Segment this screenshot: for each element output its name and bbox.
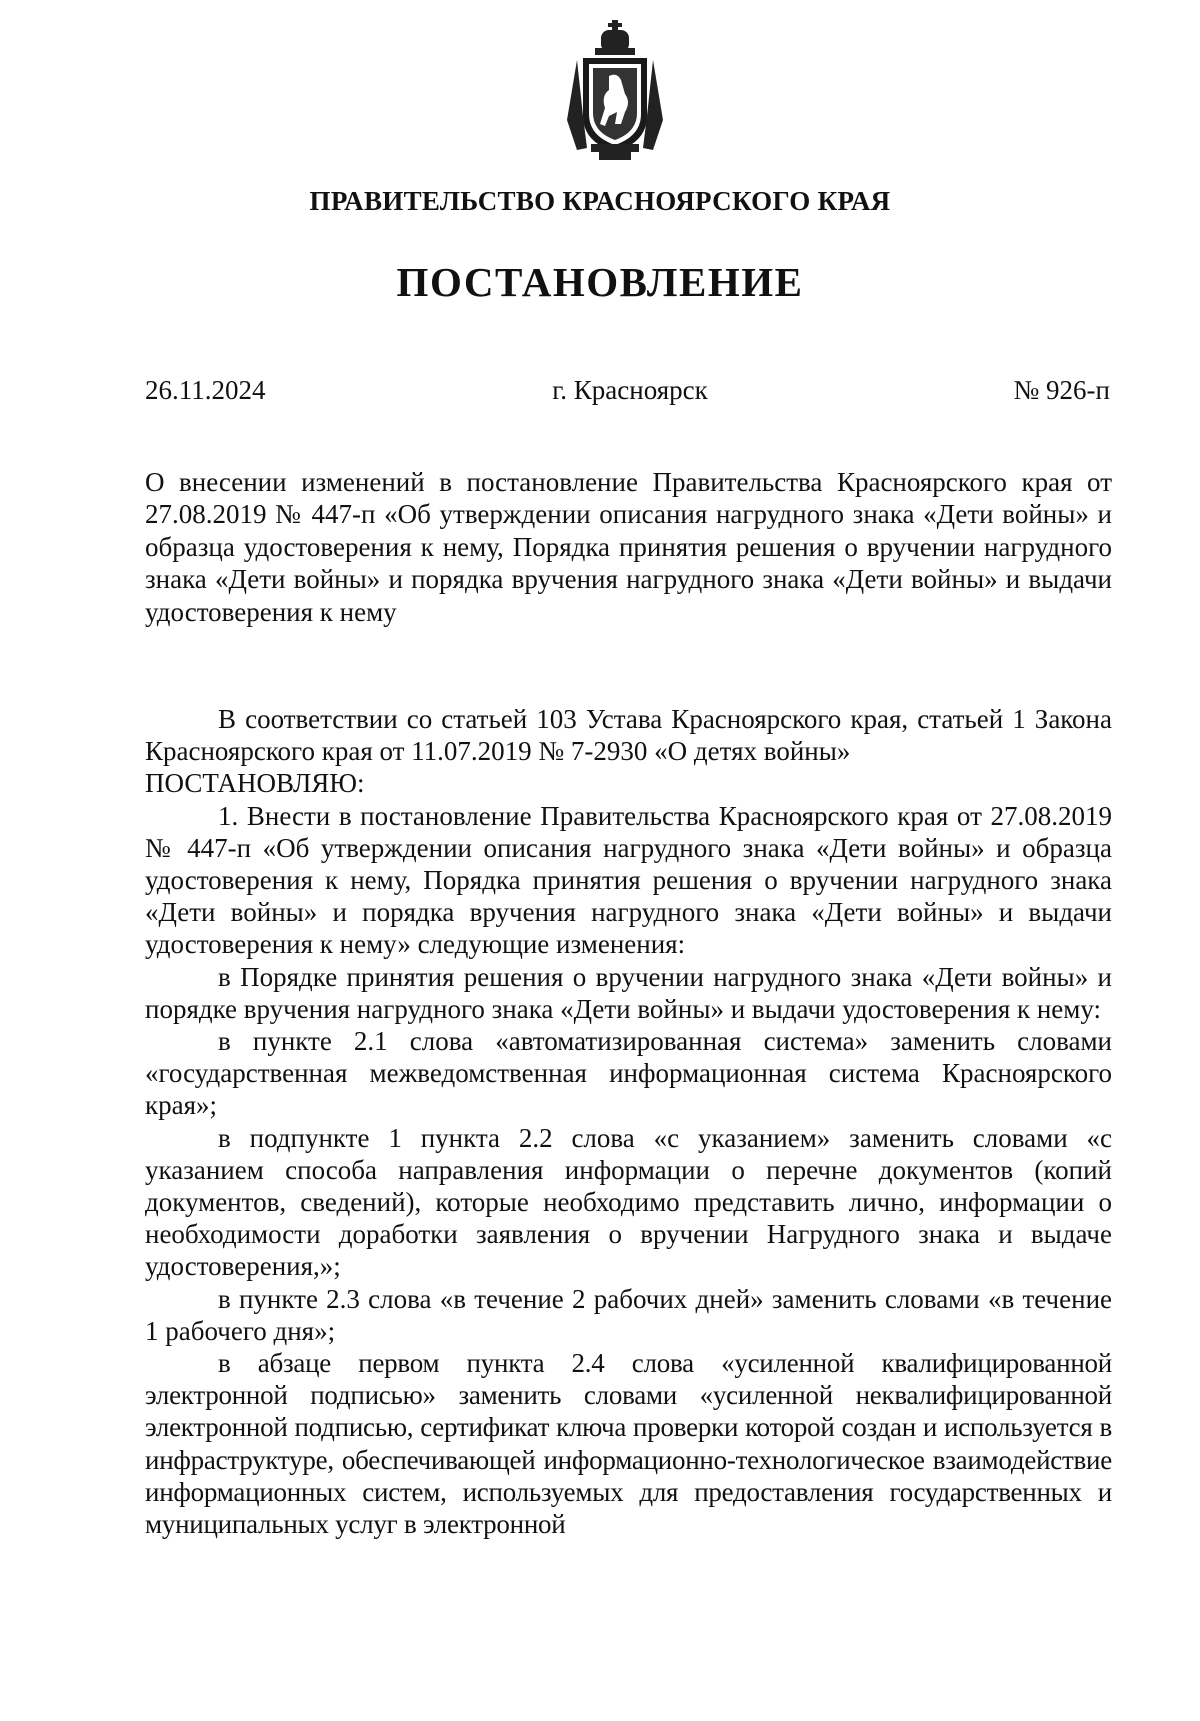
body-paragraph: 1. Внести в постановление Правительства Красноярского края от 27.08.2019 № 447-п «Об утверждении описания нагрудного знака «Дети войны» и образца удостоверения к нему, Порядка принятия решения о вручении нагрудного знака «Дети войны» и порядка вручения нагрудного знака «Дети войны» и выдачи удостоверения к нему» следующие изменения: — [145, 800, 1112, 960]
document-title: О внесении изменений в постановление Правительства Красноярского края от 27.08.2019 № 447-п «Об утверждении описания нагрудного знака «Дети войны» и образца удостоверения к нему, Порядка принятия решения о вручении нагрудного знака «Дети войны» и порядка вручения нагрудного знака «Дети войны» и выдачи удостоверения к нему — [145, 467, 1112, 627]
government-name: ПРАВИТЕЛЬСТВО КРАСНОЯРСКОГО КРАЯ — [309, 186, 891, 216]
body-paragraph: в Порядке принятия решения о вручении нагрудного знака «Дети войны» и порядке вручения нагрудного знака «Дети войны» и выдачи удостоверения к нему: — [145, 961, 1112, 1024]
resolution-keyword: ПОСТАНОВЛЯЮ: — [145, 768, 365, 799]
body-paragraph: в абзаце первом пункта 2.4 слова «усиленной квалифицированной электронной подписью» заменить словами «усиленной неквалифицированной электронной подписью, сертификат ключа проверки которой создан и используется в инфраструктуре, обеспечивающей информационно-технологическое взаимодействие информационных систем, используемых для предоставления государственных и муниципальных услуг в электронной — [145, 1348, 1112, 1540]
coat-of-arms-icon — [565, 20, 665, 160]
document-type: ПОСТАНОВЛЕНИЕ — [396, 259, 804, 305]
document-city: г. Красноярск — [552, 375, 708, 405]
body-paragraph: в пункте 2.3 слова «в течение 2 рабочих дней» заменить словами «в течение 1 рабочего дня»; — [145, 1283, 1112, 1346]
body-paragraph: В соответствии со статьей 103 Устава Красноярского края, статьей 1 Закона Красноярского края от 11.07.2019 № 7-2930 «О детях войны» — [145, 704, 1112, 767]
body-paragraph: в подпункте 1 пункта 2.2 слова «с указанием» заменить словами «с указанием способа направления информации о перечне документов (копий документов, сведений), которые необходимо представить лично, информации о необходимости доработки заявления о вручении Нагрудного знака и выдаче удостоверения,»; — [145, 1122, 1112, 1282]
document-body — [145, 703, 1112, 1540]
body-paragraph: в пункте 2.1 слова «автоматизированная система» заменить словами «государственная межведомственная информационная система Красноярского края»; — [145, 1026, 1112, 1121]
document-number: № 926-п — [1013, 375, 1110, 405]
document-date: 26.11.2024 — [145, 375, 266, 405]
